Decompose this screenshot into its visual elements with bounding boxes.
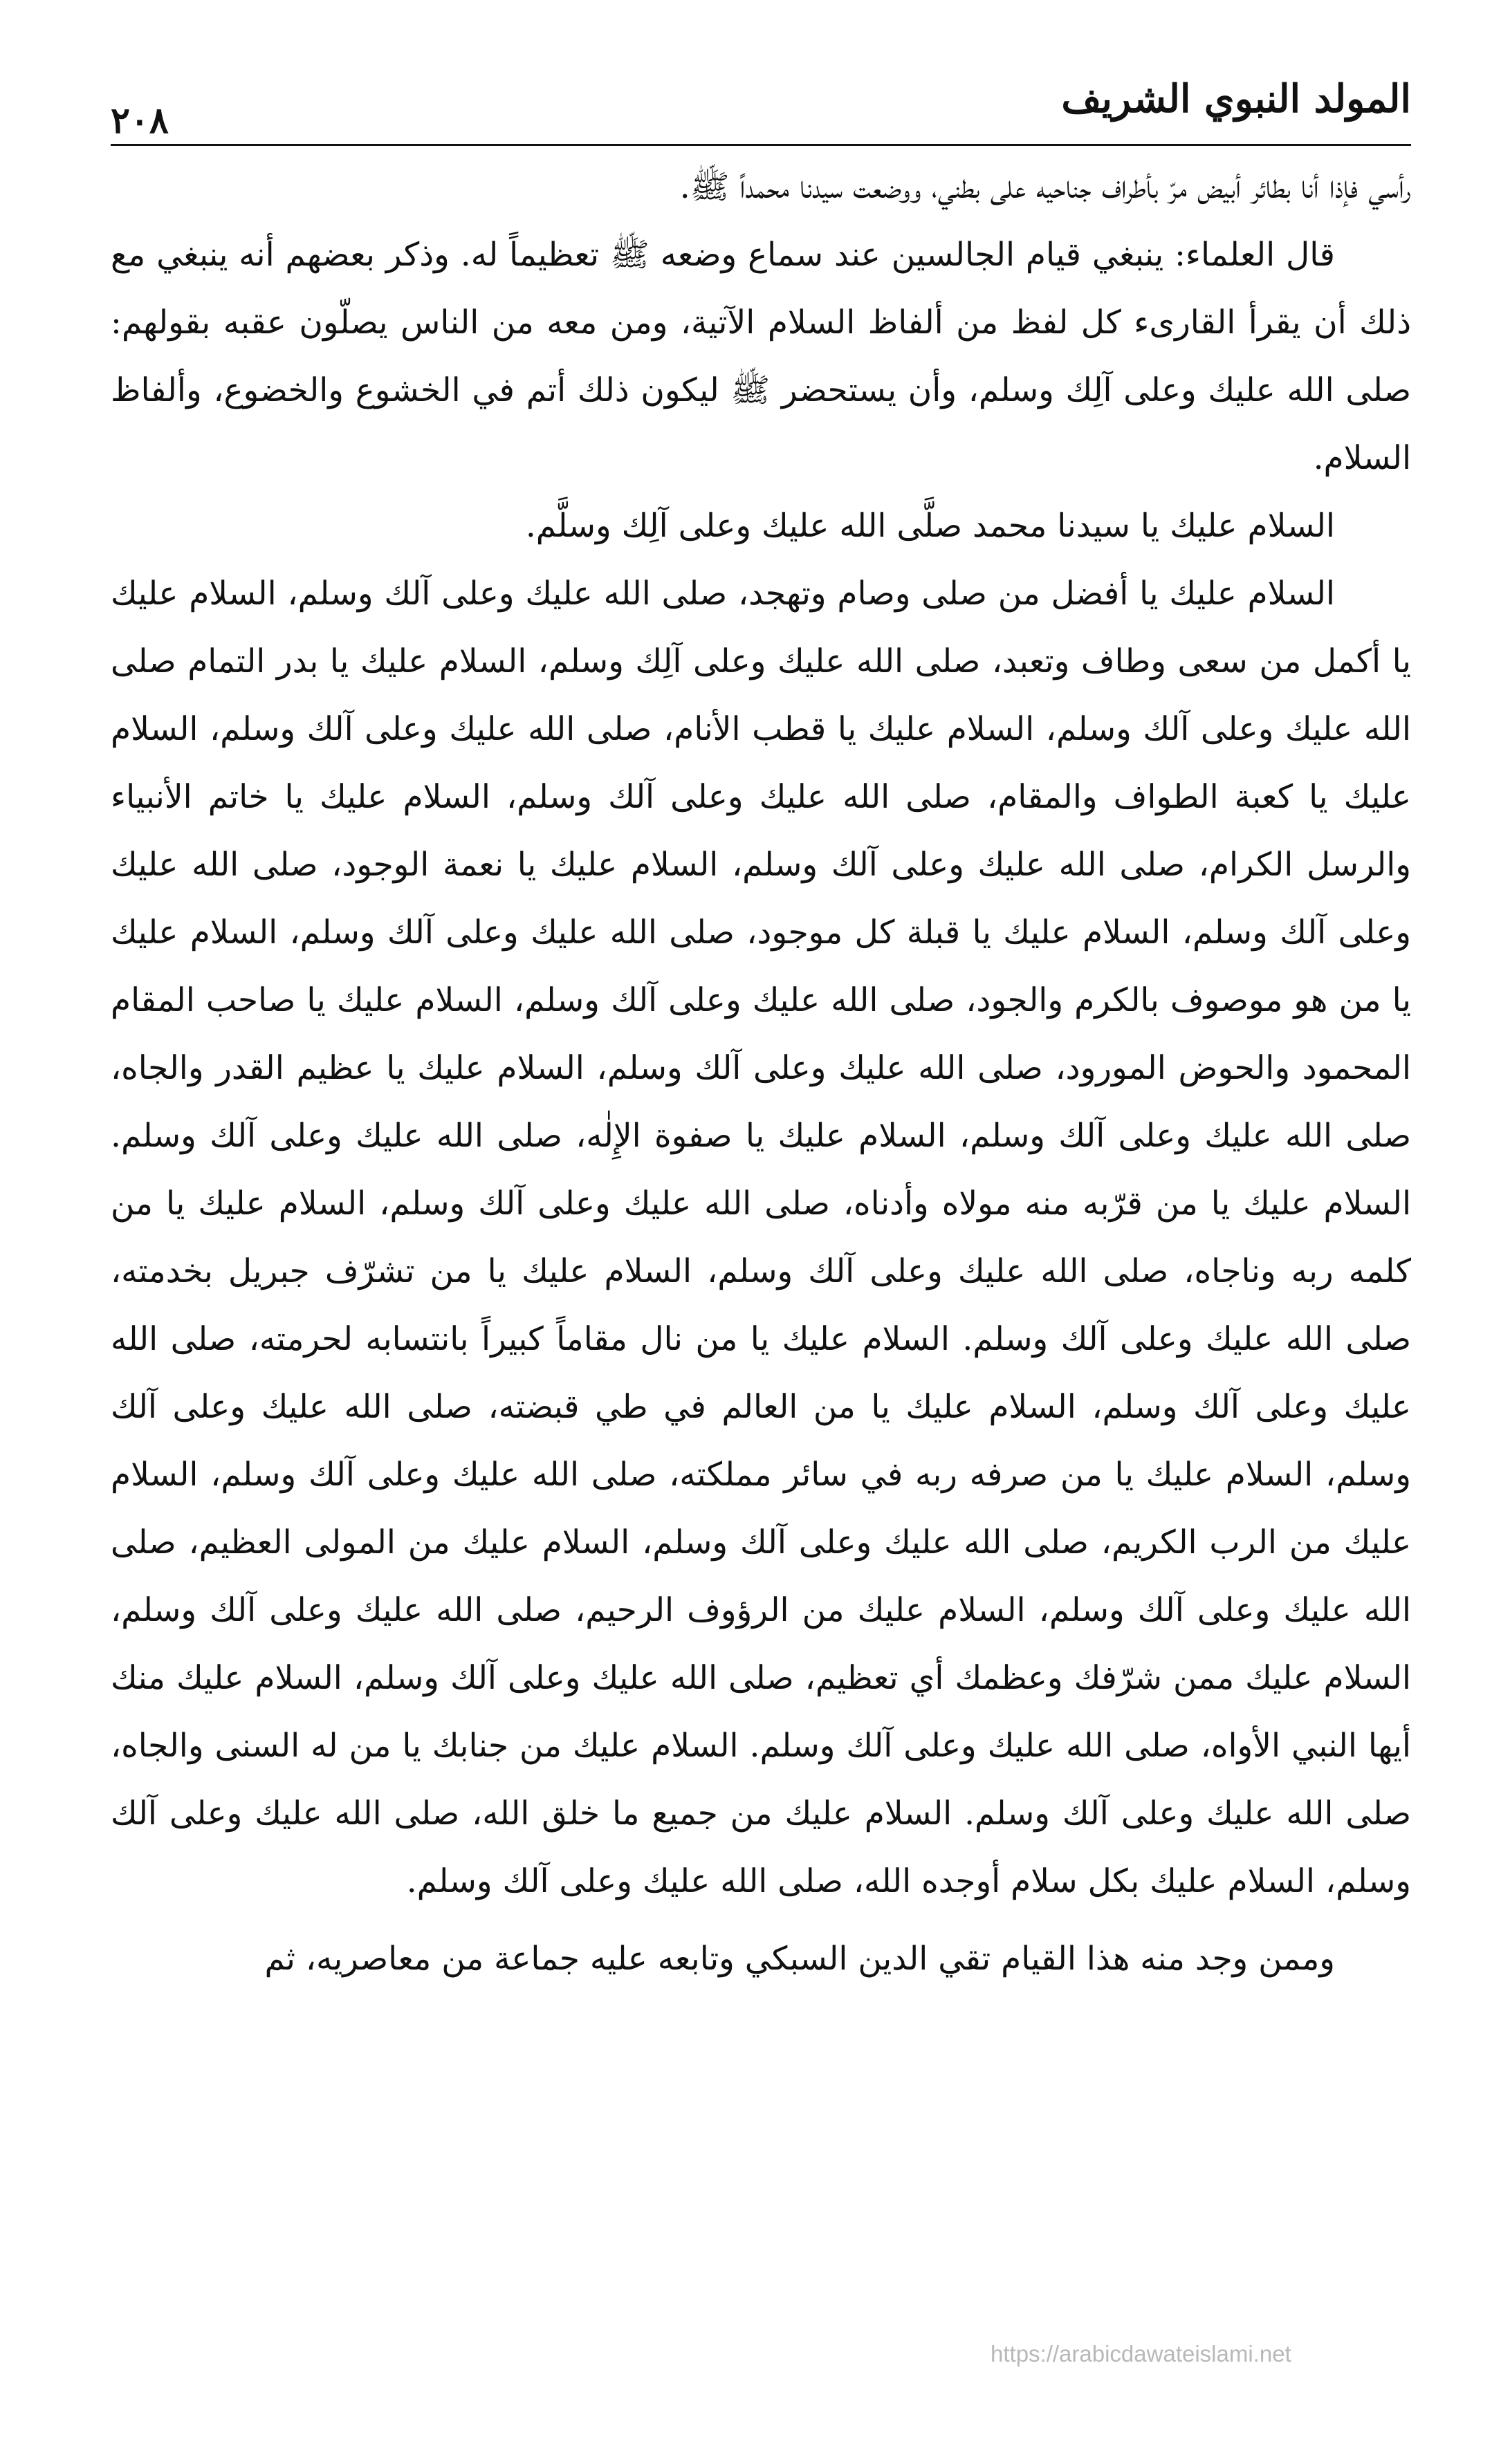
paragraph-qiyam-note: وممن وجد منه هذا القيام تقي الدين السبكي وتابعه عليه جماعة من معاصريه، ثم <box>264 1940 1335 1978</box>
paragraph-continuation: رأسي فإذا أنا بطائر أبيض مرّ بأطراف جناحيه على بطني، ووضعت سيدنا محمداً ﷺ. <box>679 168 1411 206</box>
book-page <box>111 69 1411 2420</box>
paragraph-salam-list: السلام عليك يا أفضل من صلى وصام وتهجد، صلى الله عليك وعلى آلك وسلم، السلام عليك يا أكمل من سعى وطاف وتعبد، صلى الله عليك وعلى آلِك وسلم، السلام عليك يا بدر التمام صلى الله عليك وعلى آلك وسلم، السلام عليك يا قطب الأنام، صلى الله عليك وعلى آلك وسلم، السلام عليك يا كعبة الطواف والمقام، صلى الله عليك وعلى آلك وسلم، السلام عليك يا خاتم الأنبياء والرسل الكرام، صلى الله عليك وعلى آلك وسلم، السلام عليك يا نعمة الوجود، صلى الله عليك وعلى آلك وسلم، السلام عليك يا قبلة كل موجود، صلى الله عليك وعلى آلك وسلم، السلام عليك يا من هو موصوف بالكرم والجود، صلى الله عليك وعلى آلك وسلم، السلام عليك يا صاحب المقام المحمود والحوض المورود، صلى الله عليك وعلى آلك وسلم، السلام عليك يا عظيم القدر والجاه، صلى الله عليك وعلى آلك وسلم، السلام عليك يا صفوة الإِلٰه، صلى الله عليك وعلى آلك وسلم. السلام عليك يا من قرّبه منه مولاه وأدناه، صلى الله عليك وعلى آلك وسلم، السلام عليك يا من كلمه ربه وناجاه، صلى الله عليك وعلى آلك وسلم، السلام عليك يا من تشرّف جبريل بخدمته، صلى الله عليك وعلى آلك وسلم. السلام عليك يا من نال مقاماً كبيراً بانتسابه لحرمته، صلى الله عليك وعلى آلك وسلم، السلام عليك يا من العالم في طي قبضته، صلى الله عليك وعلى آلك وسلم، السلام عليك يا من صرفه ربه في سائر مملكته، صلى الله عليك وعلى آلك وسلم، السلام عليك من الرب الكريم، صلى الله عليك وعلى آلك وسلم، السلام عليك من المولى العظيم، صلى الله عليك وعلى آلك وسلم، السلام عليك من الرؤوف الرحيم، صلى الله عليك وعلى آلك وسلم، السلام عليك ممن شرّفك وعظمك أي تعظيم، صلى الله عليك وعلى آلك وسلم، السلام عليك منك أيها النبي الأواه، صلى الله عليك وعلى آلك وسلم. السلام عليك من جنابك يا من له السنى والجاه، صلى الله عليك وعلى آلك وسلم. السلام عليك من جميع ما خلق الله، صلى الله عليك وعلى آلك وسلم، السلام عليك بكل سلام أوجده الله، صلى الله عليك وعلى آلك وسلم. <box>111 575 1411 1900</box>
page-body <box>111 154 1411 1993</box>
page-header <box>111 69 1411 145</box>
paragraph-salam-opening: السلام عليك يا سيدنا محمد صلَّى الله عليك وعلى آلِك وسلَّم. <box>525 507 1335 545</box>
header-rule <box>111 144 1411 146</box>
paragraph-ulama-note: قال العلماء: ينبغي قيام الجالسين عند سماع وضعه ﷺ تعظيماً له. وذكر بعضهم أنه ينبغي مع ذلك أن يقرأ القارىء كل لفظ من ألفاظ السلام الآتية، ومن معه من الناس يصلّون عقبه بقولهم: صلى الله عليك وعلى آلِك وسلم، وأن يستحضر ﷺ ليكون ذلك أتم في الخشوع والخضوع، وألفاظ السلام. <box>111 236 1411 477</box>
source-watermark: https://arabicdawateislami.net <box>991 2341 1291 2366</box>
page-number: ٢٠٨ <box>111 100 169 142</box>
running-title: المولد النبوي الشريف <box>1061 76 1411 122</box>
